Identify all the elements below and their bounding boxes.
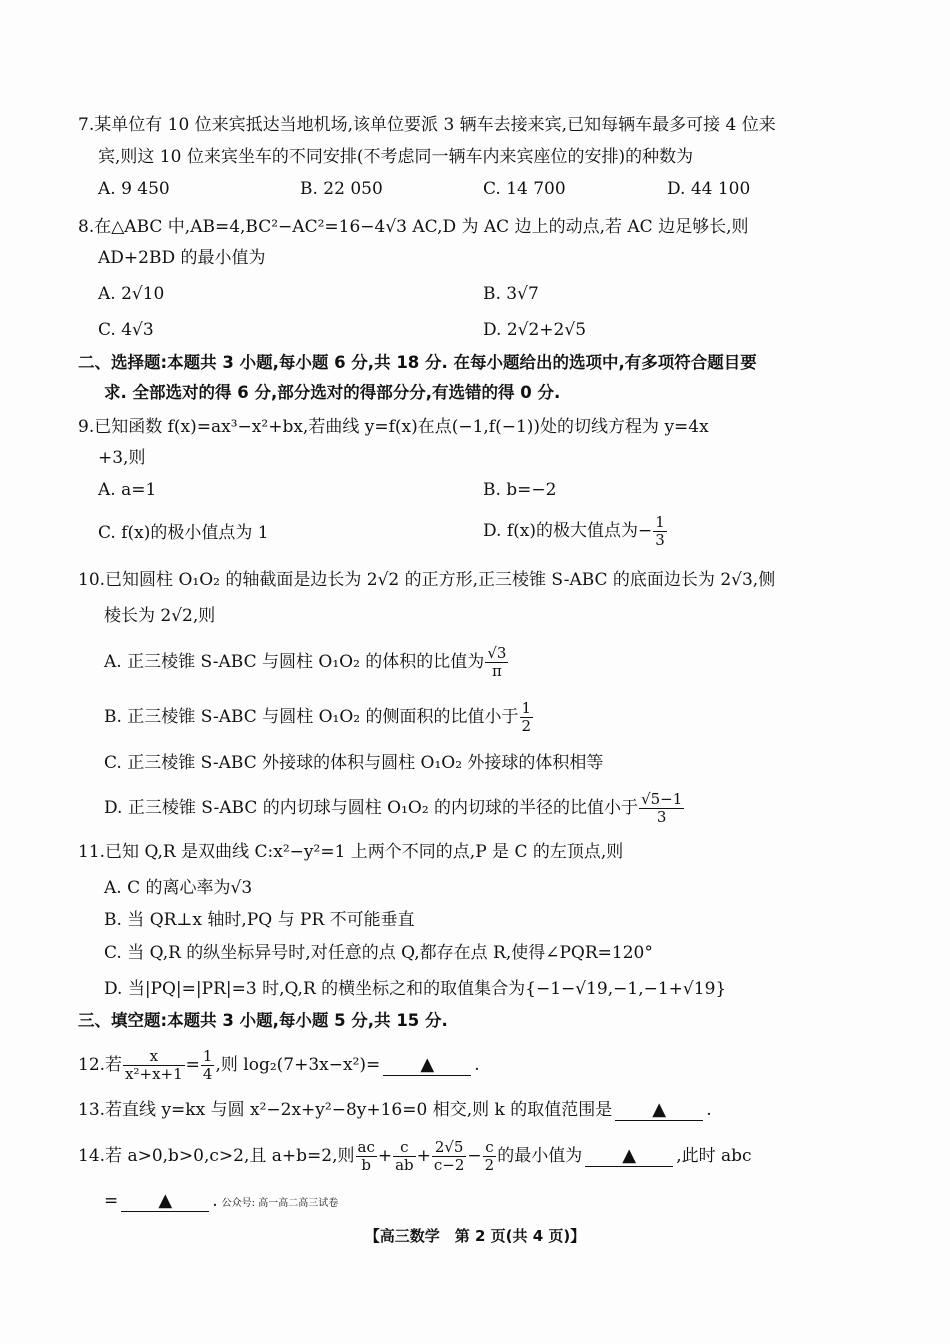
page-footer: 【高三数学 第 2 页(共 4 页)】 bbox=[364, 1227, 586, 1245]
q7-option-c: C. 14 700 bbox=[483, 179, 566, 199]
q14-text: 的最小值为 bbox=[497, 1146, 583, 1166]
fraction bbox=[393, 1139, 416, 1174]
watermark: 公众号: 高一高二高三试卷 bbox=[221, 1198, 339, 1209]
q10-stem-line2: 棱长为 2√2,则 bbox=[104, 606, 216, 626]
fraction bbox=[520, 700, 534, 735]
q7-option-b: B. 22 050 bbox=[300, 179, 383, 199]
plus: + bbox=[377, 1146, 393, 1166]
fraction bbox=[485, 645, 508, 680]
section2-heading-line2: 求. 全部选对的得 6 分,部分选对的得部分分,有选错的得 0 分. bbox=[104, 383, 561, 402]
denominator: 3 bbox=[656, 808, 667, 826]
denominator: 4 bbox=[202, 1065, 213, 1083]
q11-option-a: A. C 的离心率为√3 bbox=[104, 878, 253, 898]
fraction bbox=[653, 514, 667, 549]
q8-stem-line1: 8.在△ABC 中,AB=4,BC²−AC²=16−4√3 AC,D 为 AC 边上的动点,若 AC 边足够长,则 bbox=[78, 217, 749, 237]
denominator: ab bbox=[395, 1156, 414, 1174]
numerator: c bbox=[483, 1139, 497, 1157]
numerator: √5−1 bbox=[641, 790, 683, 808]
q10-option-d-text: D. 正三棱锥 S-ABC 的内切球与圆柱 O₁O₂ 的内切球的半径的比值小于 bbox=[104, 798, 639, 818]
q12 bbox=[78, 1048, 480, 1083]
q8-option-c: C. 4√3 bbox=[98, 320, 154, 340]
section2-heading-line1: 二、选择题:本题共 3 小题,每小题 6 分,共 18 分. 在每小题给出的选项中,有多项符合题目要 bbox=[78, 353, 757, 372]
q14-line2 bbox=[104, 1190, 338, 1215]
q9-option-a: A. a=1 bbox=[98, 480, 157, 500]
q10-option-c: C. 正三棱锥 S-ABC 外接球的体积与圆柱 O₁O₂ 外接球的体积相等 bbox=[104, 753, 604, 773]
numerator: 2√5 bbox=[432, 1139, 467, 1157]
q13-text: 13.若直线 y=kx 与圆 x²−2x+y²−8y+16=0 相交,则 k 的取值范围是 bbox=[78, 1100, 613, 1120]
answer-blank: ▲ bbox=[383, 1055, 471, 1076]
q9-stem-line2: +3,则 bbox=[98, 448, 146, 468]
q14-line1 bbox=[78, 1139, 752, 1174]
numerator: 1 bbox=[202, 1047, 213, 1065]
q10-stem-line1: 10.已知圆柱 O₁O₂ 的轴截面是边长为 2√2 的正方形,正三棱锥 S-ABC 的底面边长为 2√3,侧 bbox=[78, 570, 776, 590]
period: . bbox=[706, 1100, 712, 1120]
q8-option-b: B. 3√7 bbox=[483, 284, 539, 304]
equals: = bbox=[185, 1055, 200, 1075]
q10-option-a bbox=[104, 645, 509, 680]
q10-option-b bbox=[104, 700, 534, 735]
fraction bbox=[483, 1139, 497, 1174]
q14-tail: ,此时 abc bbox=[676, 1146, 752, 1166]
q10-option-d bbox=[104, 791, 685, 826]
numerator: 1 bbox=[655, 513, 665, 531]
q10-option-b-text: B. 正三棱锥 S-ABC 与圆柱 O₁O₂ 的侧面积的比值小于 bbox=[104, 707, 519, 727]
q9-option-d bbox=[483, 514, 668, 549]
q11-option-c: C. 当 Q,R 的纵坐标异号时,对任意的点 Q,都存在点 R,使得∠PQR=120° bbox=[104, 943, 653, 963]
q9-option-b: B. b=−2 bbox=[483, 480, 557, 500]
equals: = bbox=[104, 1191, 119, 1211]
answer-blank: ▲ bbox=[615, 1100, 703, 1121]
period: . bbox=[212, 1191, 218, 1211]
numerator: c bbox=[393, 1139, 416, 1157]
plus: + bbox=[416, 1146, 431, 1166]
period: . bbox=[474, 1055, 480, 1075]
q7-option-a: A. 9 450 bbox=[98, 179, 170, 199]
section3-heading: 三、填空题:本题共 3 小题,每小题 5 分,共 15 分. bbox=[78, 1011, 448, 1030]
q9-option-c: C. f(x)的极小值点为 1 bbox=[98, 523, 269, 543]
q8-stem-line2: AD+2BD 的最小值为 bbox=[98, 248, 266, 268]
q8-option-a: A. 2√10 bbox=[98, 284, 165, 304]
answer-blank: ▲ bbox=[585, 1146, 673, 1167]
numerator: 1 bbox=[521, 699, 532, 717]
denominator: 3 bbox=[655, 531, 665, 549]
q11-option-b: B. 当 QR⊥x 轴时,PQ 与 PR 不可能垂直 bbox=[104, 910, 415, 930]
denominator: 2 bbox=[521, 717, 532, 735]
q9-stem-line1: 9.已知函数 f(x)=ax³−x²+bx,若曲线 y=f(x)在点(−1,f(−1))处的切线方程为 y=4x bbox=[78, 417, 709, 437]
q9-option-d-text: D. f(x)的极大值点为− bbox=[483, 521, 653, 541]
q7-stem-line2: 宾,则这 10 位来宾坐车的不同安排(不考虑同一辆车内来宾座位的安排)的种数为 bbox=[98, 147, 694, 167]
q13 bbox=[78, 1099, 712, 1121]
denominator: c−2 bbox=[433, 1156, 465, 1174]
numerator: x bbox=[123, 1048, 185, 1066]
numerator: ac bbox=[357, 1138, 375, 1156]
numerator: √3 bbox=[487, 644, 507, 662]
q11-option-d: D. 当|PQ|=|PR|=3 时,Q,R 的横坐标之和的取值集合为{−1−√19,−1,−1+√19} bbox=[104, 979, 727, 999]
fraction bbox=[201, 1048, 215, 1083]
fraction bbox=[432, 1139, 467, 1174]
q7-option-d: D. 44 100 bbox=[667, 179, 751, 199]
q8-option-d: D. 2√2+2√5 bbox=[483, 320, 587, 340]
fraction bbox=[123, 1048, 185, 1083]
fraction bbox=[639, 791, 684, 826]
minus: − bbox=[467, 1146, 482, 1166]
answer-blank: ▲ bbox=[121, 1191, 209, 1212]
denominator: x²+x+1 bbox=[125, 1065, 183, 1083]
denominator: 2 bbox=[484, 1156, 495, 1174]
fraction bbox=[356, 1139, 377, 1174]
q11-stem: 11.已知 Q,R 是双曲线 C:x²−y²=1 上两个不同的点,P 是 C 的左顶点,则 bbox=[78, 842, 624, 862]
q7-stem-line1: 7.某单位有 10 位来宾抵达当地机场,该单位要派 3 辆车去接来宾,已知每辆车最多可接 4 位来 bbox=[78, 115, 776, 135]
q12-prefix: 12.若 bbox=[78, 1055, 123, 1075]
denominator: π bbox=[491, 662, 502, 680]
q14-prefix: 14.若 a>0,b>0,c>2,且 a+b=2,则 bbox=[78, 1146, 355, 1166]
q10-option-a-text: A. 正三棱锥 S-ABC 与圆柱 O₁O₂ 的体积的比值为 bbox=[104, 652, 485, 672]
denominator: b bbox=[361, 1156, 371, 1174]
q12-text: ,则 log₂(7+3x−x²)= bbox=[215, 1055, 381, 1075]
